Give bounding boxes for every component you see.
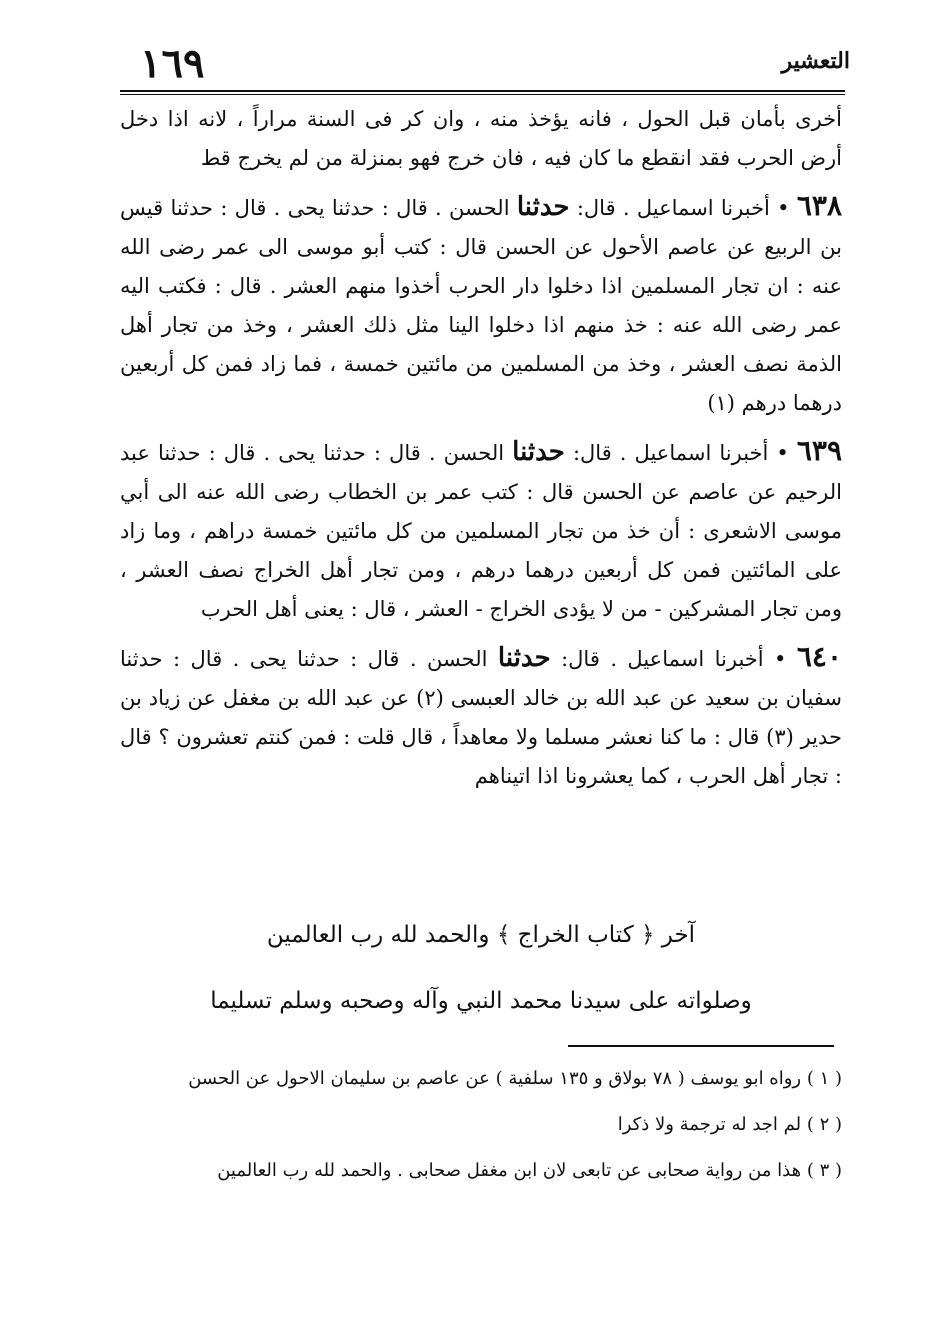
hadith-640	[120, 637, 842, 796]
haddathana-word: حدثنا	[497, 643, 551, 673]
closing-line-1: آخر ﴿ كتاب الخراج ﴾ والحمد لله رب العالمين	[266, 922, 696, 948]
haddathana-word: حدثنا	[516, 192, 570, 222]
header-rule	[120, 90, 845, 95]
hadith-text: الحسن . قال : حدثنا يحى . قال : حدثنا قيس بن الربيع عن عاصم الأحول عن الحسن قال : كتب أبو موسى الى عمر رضى الله عنه : ان تجار المسلمين اذا دخلوا دار الحرب أخذوا منهم العشر . قال : فكتب اليه عمر رضى الله عنه : خذ منهم اذا دخلوا الينا مثل ذلك العشر ، وخذ من تجار أهل الذمة نصف العشر ، وخذ من المسلمين من مائتين خمسة ، فما زاد فمن كل أربعين درهما درهم (١)	[120, 196, 842, 415]
paragraph-continuation	[120, 100, 842, 178]
hadith-lead: • أخبرنا اسماعيل . قال:	[569, 196, 797, 220]
page-number: ١٦٩	[140, 40, 205, 87]
running-title: التعشير	[781, 48, 850, 74]
main-text	[120, 100, 842, 796]
haddathana-word: حدثنا	[512, 437, 565, 467]
footnote-rule	[568, 1045, 834, 1047]
hadith-lead: • أخبرنا اسماعيل . قال:	[564, 441, 797, 465]
hadith-number: ٦٣٨	[796, 189, 842, 222]
closing-line-2: وصلواته على سيدنا محمد النبي وآله وصحبه وسلم تسليما	[210, 988, 752, 1014]
footnote-3: ( ٣ ) هذا من رواية صحابى عن تابعى لان ابن مغفل صحابى . والحمد لله رب العالمين	[217, 1160, 842, 1181]
page-header	[110, 40, 850, 92]
footnote-1: ( ١ ) رواه ابو يوسف ( ٧٨ بولاق و ١٣٥ سلفية ) عن عاصم بن سليمان الاحول عن الحسن	[188, 1068, 842, 1089]
hadith-number: ٦٤٠	[796, 640, 842, 673]
footnote-2: ( ٢ ) لم اجد له ترجمة ولا ذكرا	[617, 1114, 842, 1135]
hadith-number: ٦٣٩	[796, 434, 842, 467]
hadith-text: الحسن . قال : حدثنا يحى . قال : حدثنا عبد الرحيم عن عاصم عن الحسن قال : كتب عمر بن الخطاب رضى الله عنه الى أبي موسى الاشعرى : أن خذ من تجار المسلمين من كل مائتين خمسة دراهم ، وما زاد على المائتين فمن كل أربعين درهما درهم ، ومن تجار أهل الخراج نصف العشر ، ومن تجار المشركين - من لا يؤدى الخراج - العشر ، قال : يعنى أهل الحرب	[120, 441, 842, 621]
paragraph-text: أخرى بأمان قبل الحول ، فانه يؤخذ منه ، وان كر فى السنة مراراً ، لانه اذا دخل أرض الحرب فقد انقطع ما كان فيه ، فان خرج فهو بمنزلة من لم يخرج قط	[120, 107, 842, 170]
footnotes	[120, 1062, 842, 1200]
hadith-639	[120, 431, 842, 629]
hadith-lead: • أخبرنا اسماعيل . قال:	[550, 647, 797, 671]
hadith-text: الحسن . قال : حدثنا يحى . قال : حدثنا سفيان بن سعيد عن عبد الله بن خالد العبسى (٢) عن عبد الله بن مغفل عن زياد بن حدير (٣) قال : ما كنا نعشر مسلما ولا معاهداً ، قال قلت : فمن كنتم تعشرون ؟ قال : تجار أهل الحرب ، كما يعشرونا اذا اتيناهم	[120, 647, 843, 788]
hadith-638	[120, 186, 842, 423]
